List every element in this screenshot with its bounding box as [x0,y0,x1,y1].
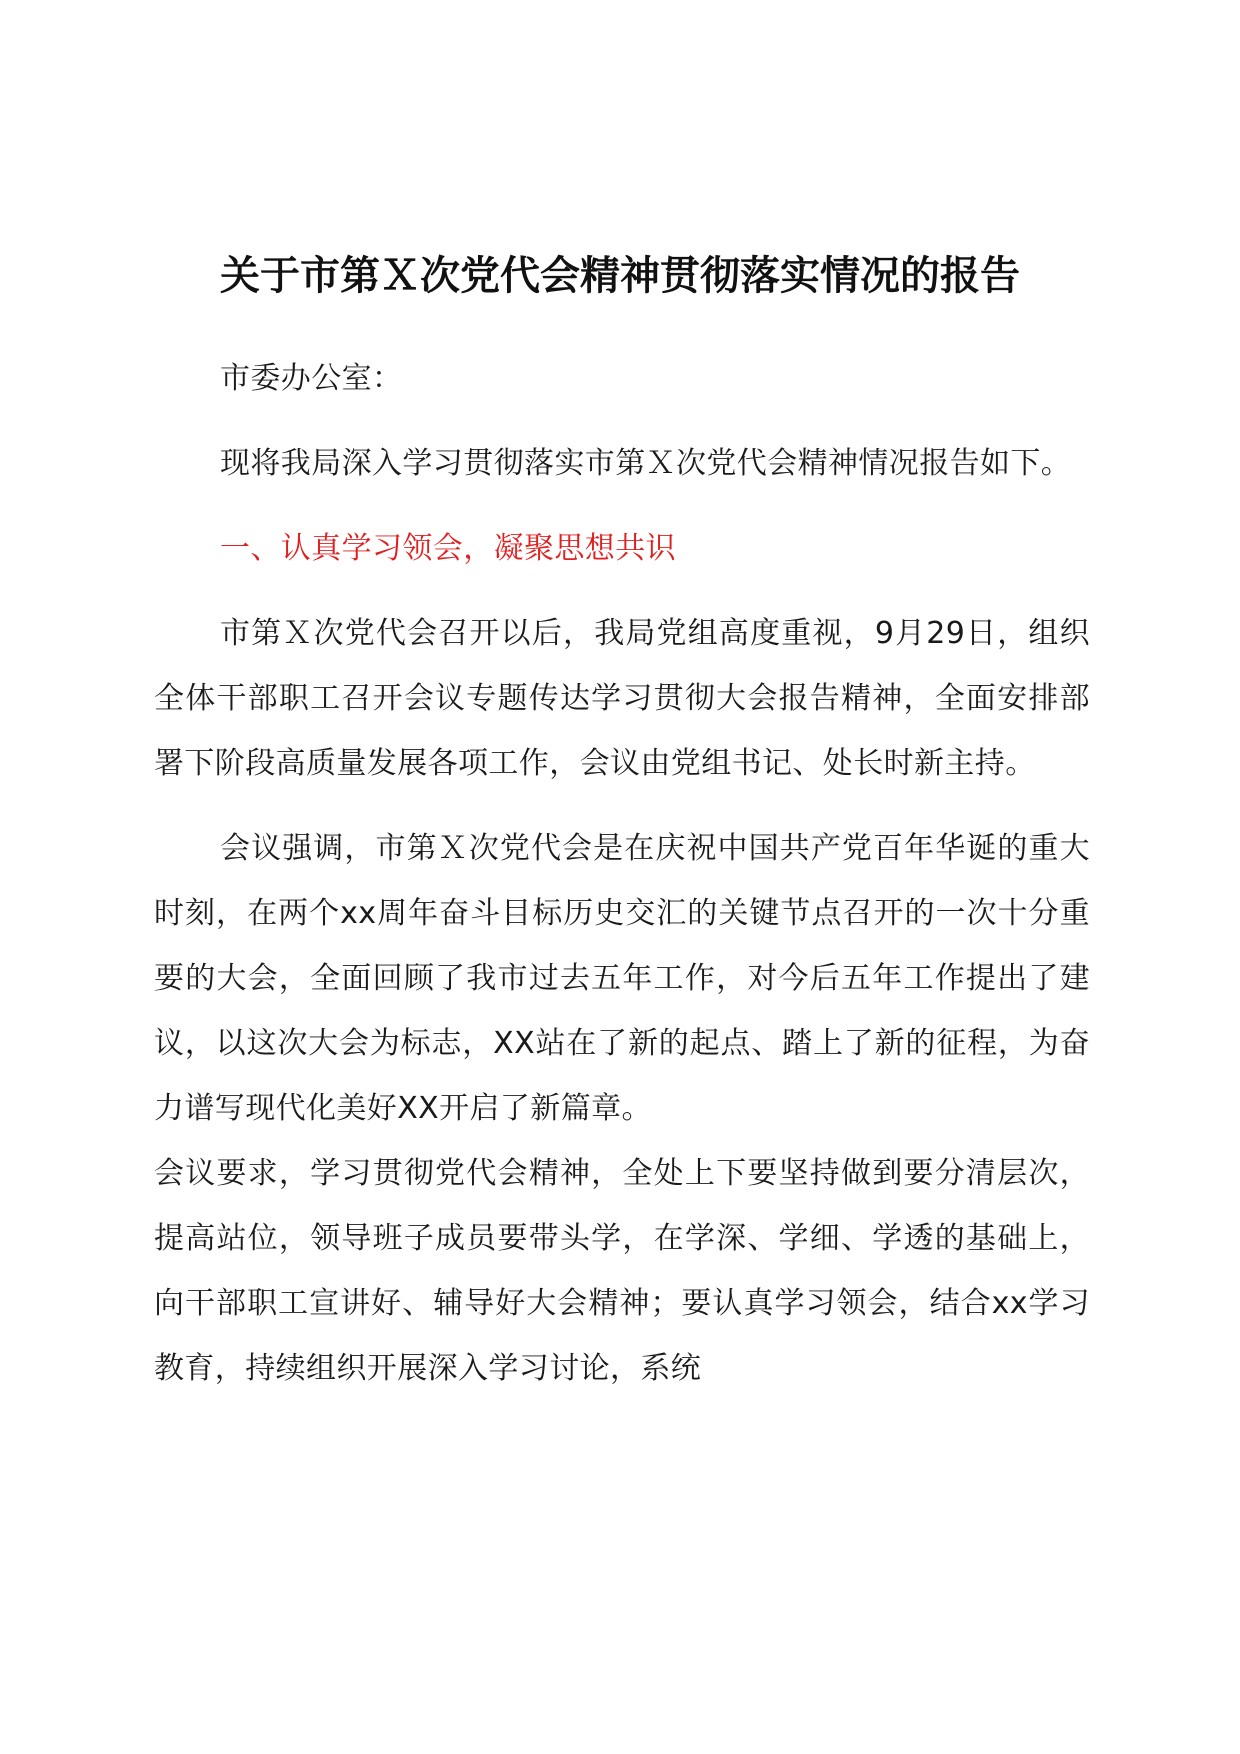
body-paragraph-2: 会议强调，市第Ｘ次党代会是在庆祝中国共产党百年华诞的重大时刻，在两个xx周年奋斗目标历史交汇的关键节点召开的一次十分重要的大会，全面回顾了我市过去五年工作，对今后五年工作提出了建议，以这次大会为标志，XX站在了新的起点、踏上了新的征程，为奋力谱写现代化美好XX开启了新篇章。 [154,831,1090,1126]
body-paragraph-3: 会议要求，学习贯彻党代会精神，全处上下要坚持做到要分清层次，提高站位，领导班子成员要带头学，在学深、学细、学透的基础上，向干部职工宣讲好、辅导好大会精神；要认真学习领会，结合xx学习教育，持续组织开展深入学习讨论，系统 [154,1156,1090,1386]
intro-paragraph: 现将我局深入学习贯彻落实市第Ｘ次党代会精神情况报告如下。 [220,446,1072,481]
document-body [154,346,1090,1401]
document-title: 关于市第Ｘ次党代会精神贯彻落实情况的报告 [220,253,1020,299]
body-paragraph-1: 市第Ｘ次党代会召开以后，我局党组高度重视，9月29日，组织全体干部职工召开会议专题传达学习贯彻大会报告精神，全面安排部署下阶段高质量发展各项工作，会议由党组书记、处长时新主持。 [154,616,1090,781]
salutation: 市委办公室： [220,361,403,396]
section-heading-1: 一、认真学习领会，凝聚思想共识 [220,531,676,566]
